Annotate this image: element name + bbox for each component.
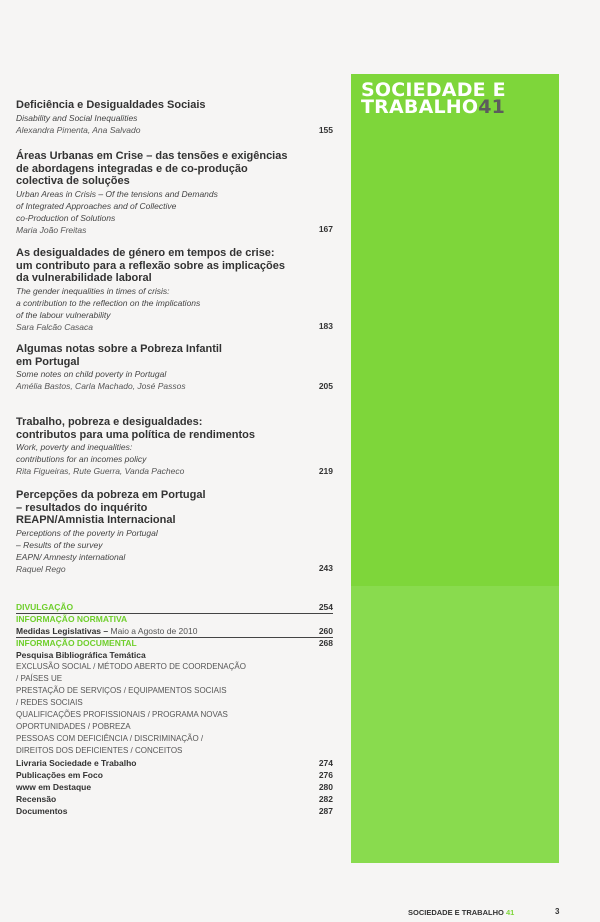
section-recensao[interactable]: Recensão 282 <box>16 794 333 804</box>
article-authors: Alexandra Pimenta, Ana Salvado <box>16 124 141 135</box>
topic-line: PRESTAÇÃO DE SERVIÇOS / EQUIPAMENTOS SOCIAIS <box>16 686 227 695</box>
toc-article[interactable]: Algumas notas sobre a Pobreza Infantil em Portugal Some notes on child poverty in Portugal Amélia Bastos, Carla Machado, José Passos 205 <box>16 343 333 391</box>
section-publicacoes[interactable]: Publicações em Foco 276 <box>16 770 333 780</box>
topic-line: PESSOAS COM DEFICIÊNCIA / DISCRIMINAÇÃO / <box>16 734 204 743</box>
article-authors: Amélia Bastos, Carla Machado, José Passos <box>16 381 186 391</box>
page-number: 243 <box>318 563 333 573</box>
page-number: 183 <box>318 321 333 331</box>
section-www[interactable]: www em Destaque 280 <box>16 782 333 792</box>
page-number: 260 <box>318 626 333 636</box>
running-footer: SOCIEDADE E TRABALHO 41 <box>408 908 515 917</box>
page-number: 155 <box>318 125 333 135</box>
page-number: 282 <box>318 794 333 804</box>
page-number: 276 <box>318 770 333 780</box>
topic-line: EXCLUSÃO SOCIAL / MÉTODO ABERTO DE COORDENAÇÃO <box>16 662 246 671</box>
article-authors: Sara Falcão Casaca <box>16 321 94 332</box>
page-number: 219 <box>318 466 333 476</box>
section-documentos[interactable]: Documentos 287 <box>16 806 333 816</box>
toc-article[interactable]: Áreas Urbanas em Crise – das tensões e exigências de abordagens integradas e de co-produção colectiva de soluções Urban Areas in Crisis – Of the tensions and Demands of Integrated Approaches and of Collective co-Production of Solutions Maria João Freitas 167 <box>16 150 333 235</box>
toc-article[interactable]: Trabalho, pobreza e desigualdades: contributos para uma política de rendimentos Work, poverty and inequalities: contributions for an incomes policy Rita Figueiras, Rute Guerra, Vanda Pacheco 219 <box>16 416 333 476</box>
cover-green-panel <box>351 74 559 863</box>
section-medidas-legislativas[interactable]: Medidas Legislativas – Maio a Agosto de 2010 260 <box>16 626 333 636</box>
folio: 3 <box>555 907 560 916</box>
topic-line: OPORTUNIDADES / POBREZA <box>16 722 131 731</box>
article-authors: Raquel Rego <box>16 563 66 574</box>
journal-logo: SOCIEDADE E TRABALHO41 <box>361 79 506 118</box>
page-number: 254 <box>318 602 333 612</box>
toc-article[interactable]: Deficiência e Desigualdades Sociais Disability and Social Inequalities Alexandra Pimenta, Ana Salvado 155 <box>16 99 333 135</box>
page-number: 280 <box>318 782 333 792</box>
topic-line: / PAÍSES UE <box>16 674 63 683</box>
page-number: 205 <box>318 381 333 391</box>
section-divulgacao[interactable]: DIVULGAÇÃO 254 <box>16 602 333 612</box>
article-authors: Rita Figueiras, Rute Guerra, Vanda Pacheco <box>16 466 185 476</box>
toc-article[interactable]: Percepções da pobreza em Portugal – resultados do inquérito REAPN/Amnistia Internacional Perceptions of the poverty in Portugal – Results of the survey EAPN/ Amnesty international Raquel Rego 243 <box>16 489 333 574</box>
toc-article[interactable]: As desigualdades de género em tempos de crise: um contributo para a reflexão sobre as implicações da vulnerabilidade laboral The gender inequalities in times of crisis: a contribution to the reflection on the implications of the labour vulnerability Sara Falcão Casaca 183 <box>16 247 333 332</box>
topic-line: DIREITOS DOS DEFICIENTES / CONCEITOS <box>16 746 183 755</box>
sections-list <box>16 601 333 817</box>
section-pesquisa[interactable]: Pesquisa Bibliográfica Temática <box>16 650 146 660</box>
section-info-normativa: INFORMAÇÃO NORMATIVA <box>16 614 128 624</box>
page-number: 268 <box>318 638 333 648</box>
page-number: 167 <box>318 224 333 234</box>
topic-line: QUALIFICAÇÕES PROFISSIONAIS / PROGRAMA NOVAS <box>16 710 228 719</box>
green-panel-lower-band <box>351 586 559 863</box>
section-info-documental[interactable]: INFORMAÇÃO DOCUMENTAL 268 <box>16 638 333 648</box>
page-number: 287 <box>318 806 333 816</box>
page-number: 274 <box>318 758 333 768</box>
article-authors: Maria João Freitas <box>16 224 87 235</box>
topic-line: / REDES SOCIAIS <box>16 698 83 707</box>
section-livraria[interactable]: Livraria Sociedade e Trabalho 274 <box>16 758 333 768</box>
